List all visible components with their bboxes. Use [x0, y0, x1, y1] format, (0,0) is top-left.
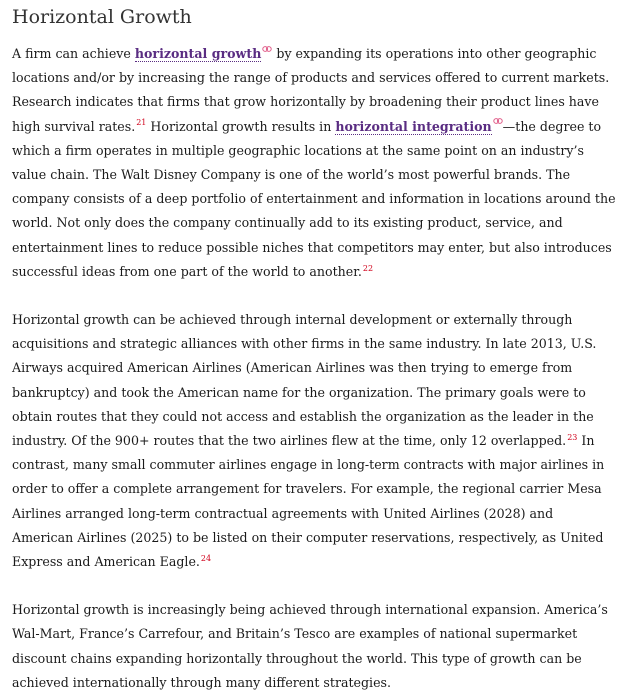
text-run: Horizontal growth can be achieved through internal development or externally through acquisitions and strategic alliances with other firms in the same industry. In late 2013, U.S. Airways acquired American Airlines (American Airlines was then trying to emerge from bankruptcy) and took the American name for the organization. The primary goals were to obtain routes that they could not access and establish the organization as the leader in the industry. Of the 900+ routes that the two airlines flew at the time, only 12 overlapped. [12, 312, 597, 449]
glossary-icon[interactable] [262, 45, 272, 53]
paragraph-2 [12, 308, 618, 574]
content-page [12, 0, 618, 695]
paragraph-3 [12, 598, 618, 695]
section-title: Horizontal Growth [12, 6, 192, 28]
text-run: A firm can achieve [12, 46, 135, 61]
paragraph-1 [12, 42, 618, 284]
text-run: by expanding its operations into other geographic locations and/or by increasing the range of products and services offered to current markets. Research indicates that firms that grow horizontally by broadening their product lines have high survival rates. [12, 46, 610, 134]
term-horizontal-growth[interactable]: horizontal growth [134, 46, 262, 61]
footnote-ref-21[interactable]: 21 [136, 118, 147, 128]
text-run: —the degree to which a firm operates in multiple geographic locations at the same point on an industry’s value chain. The Walt Disney Company is one of the world’s most powerful brands. The company consists of a deep portfolio of entertainment and information in locations around the world. Not only does the company continually add to its existing product, service, and entertainment lines to reduce possible niches that competitors may enter, but also introduces successful ideas from one part of the world to another. [12, 118, 616, 279]
footnote-ref-23[interactable]: 23 [567, 432, 578, 442]
footnote-ref-22[interactable]: 22 [362, 263, 374, 273]
text-run: In contrast, many small commuter airlines engage in long-term contracts with major airlines in order to offer a complete arrangement for travelers. For example, the regional carrier Mesa Airlines arranged long-term contractual agreements with United Airlines (2028) and American Airlines (2025) to be listed on their computer reservations, respectively, as United Express and American Eagle. [12, 433, 605, 570]
term-horizontal-integration[interactable]: horizontal integration [335, 118, 492, 134]
glossary-icon[interactable] [493, 117, 503, 125]
footnote-ref-24[interactable]: 24 [200, 553, 212, 563]
text-run: Horizontal growth results in [146, 118, 336, 134]
text-run: Horizontal growth is increasingly being achieved through international expansion. America’s Wal-Mart, France’s Carrefour, and Britain’s Tesco are examples of national supermarket discount chains expanding horizontally throughout the world. This type of growth can be achieved internationally through many different strategies. [12, 602, 608, 690]
